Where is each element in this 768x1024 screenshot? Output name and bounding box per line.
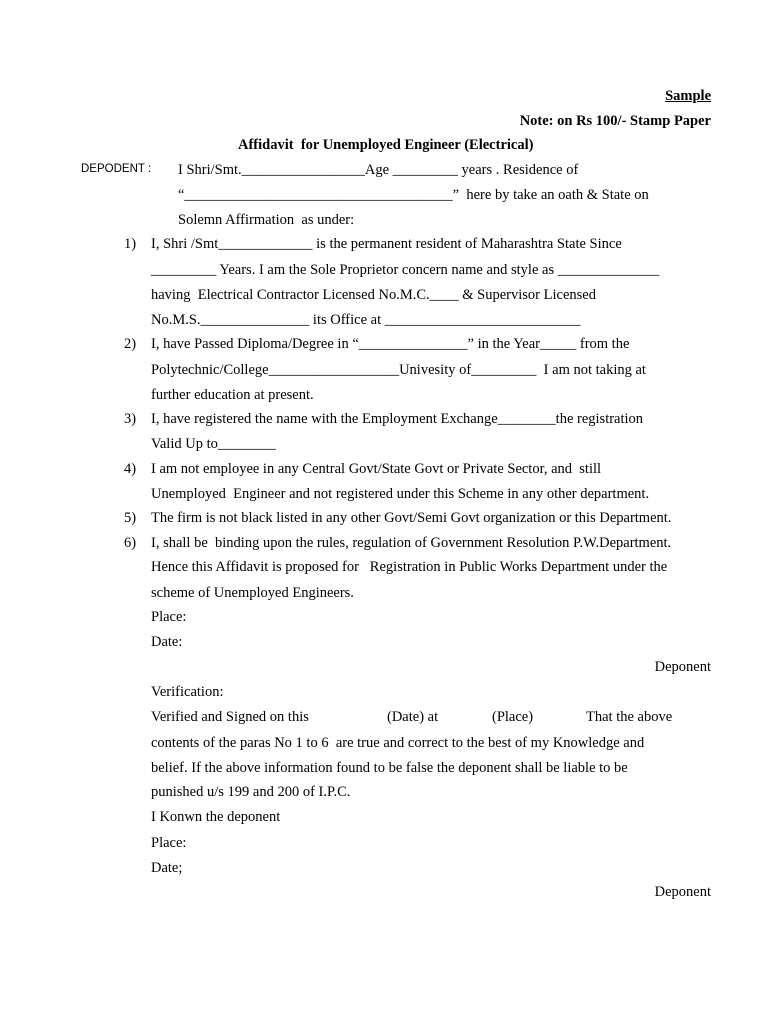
verification-line: I Konwn the deponent — [151, 809, 281, 825]
item-line: _________ Years. I am the Sole Proprietor concern name and style as ______________ — [151, 262, 660, 278]
item-line: further education at present. — [151, 387, 314, 403]
verification-date-label: (Date) at — [387, 709, 439, 725]
place-label: Place: — [151, 609, 187, 625]
verification-line: contents of the paras No 1 to 6 are true and correct to the best of my Knowledge and — [151, 735, 645, 751]
item-line: I am not employee in any Central Govt/State Govt or Private Sector, and still — [151, 461, 602, 477]
verification-line: belief. If the above information found to be false the deponent shall be liable to be — [151, 760, 628, 776]
item-line: I, have registered the name with the Employment Exchange________the registration — [151, 411, 644, 427]
intro-line: Solemn Affirmation as under: — [178, 212, 355, 228]
intro-line: I Shri/Smt._________________Age _________ years . Residence of — [178, 162, 579, 178]
item-line: Polytechnic/College__________________Univesity of_________ I am not taking at — [151, 362, 646, 378]
deponent-label: DEPODENT : — [81, 163, 152, 175]
sample-heading: Sample — [665, 88, 711, 104]
item-number: 6) — [124, 535, 137, 551]
date-label: Date; — [151, 860, 183, 876]
item-number: 4) — [124, 461, 137, 477]
deponent-signature-label: Deponent — [654, 659, 711, 675]
verification-line: punished u/s 199 and 200 of I.P.C. — [151, 784, 351, 800]
verification-heading: Verification: — [151, 684, 224, 700]
verification-place-label: (Place) — [492, 709, 534, 725]
item-number: 1) — [124, 236, 137, 252]
item-line: I, have Passed Diploma/Degree in “_______________” in the Year_____ from the — [151, 336, 630, 352]
item-line: No.M.S._______________ its Office at ___________________________ — [151, 312, 581, 328]
item-line: scheme of Unemployed Engineers. — [151, 585, 354, 601]
item-number: 3) — [124, 411, 137, 427]
page-title: Affidavit for Unemployed Engineer (Electrical) — [238, 137, 534, 153]
item-line: having Electrical Contractor Licensed No.M.C.____ & Supervisor Licensed — [151, 287, 596, 303]
deponent-signature-label: Deponent — [654, 884, 711, 900]
item-line: Unemployed Engineer and not registered under this Scheme in any other department. — [151, 486, 650, 502]
stamp-paper-note: Note: on Rs 100/- Stamp Paper — [519, 113, 711, 129]
item-number: 5) — [124, 510, 137, 526]
item-line: Hence this Affidavit is proposed for Registration in Public Works Department under the — [151, 559, 668, 575]
item-line: I, Shri /Smt_____________ is the permanent resident of Maharashtra State Since — [151, 236, 622, 252]
item-line: Valid Up to________ — [151, 436, 276, 452]
item-line: The firm is not black listed in any other Govt/Semi Govt organization or this Department. — [151, 510, 672, 526]
intro-line: “_____________________________________” here by take an oath & State on — [178, 187, 649, 203]
date-label: Date: — [151, 634, 183, 650]
verification-line: Verified and Signed on this — [151, 709, 309, 725]
place-label: Place: — [151, 835, 187, 851]
item-line: I, shall be binding upon the rules, regulation of Government Resolution P.W.Department. — [151, 535, 672, 551]
verification-line: That the above — [586, 709, 673, 725]
item-number: 2) — [124, 336, 137, 352]
